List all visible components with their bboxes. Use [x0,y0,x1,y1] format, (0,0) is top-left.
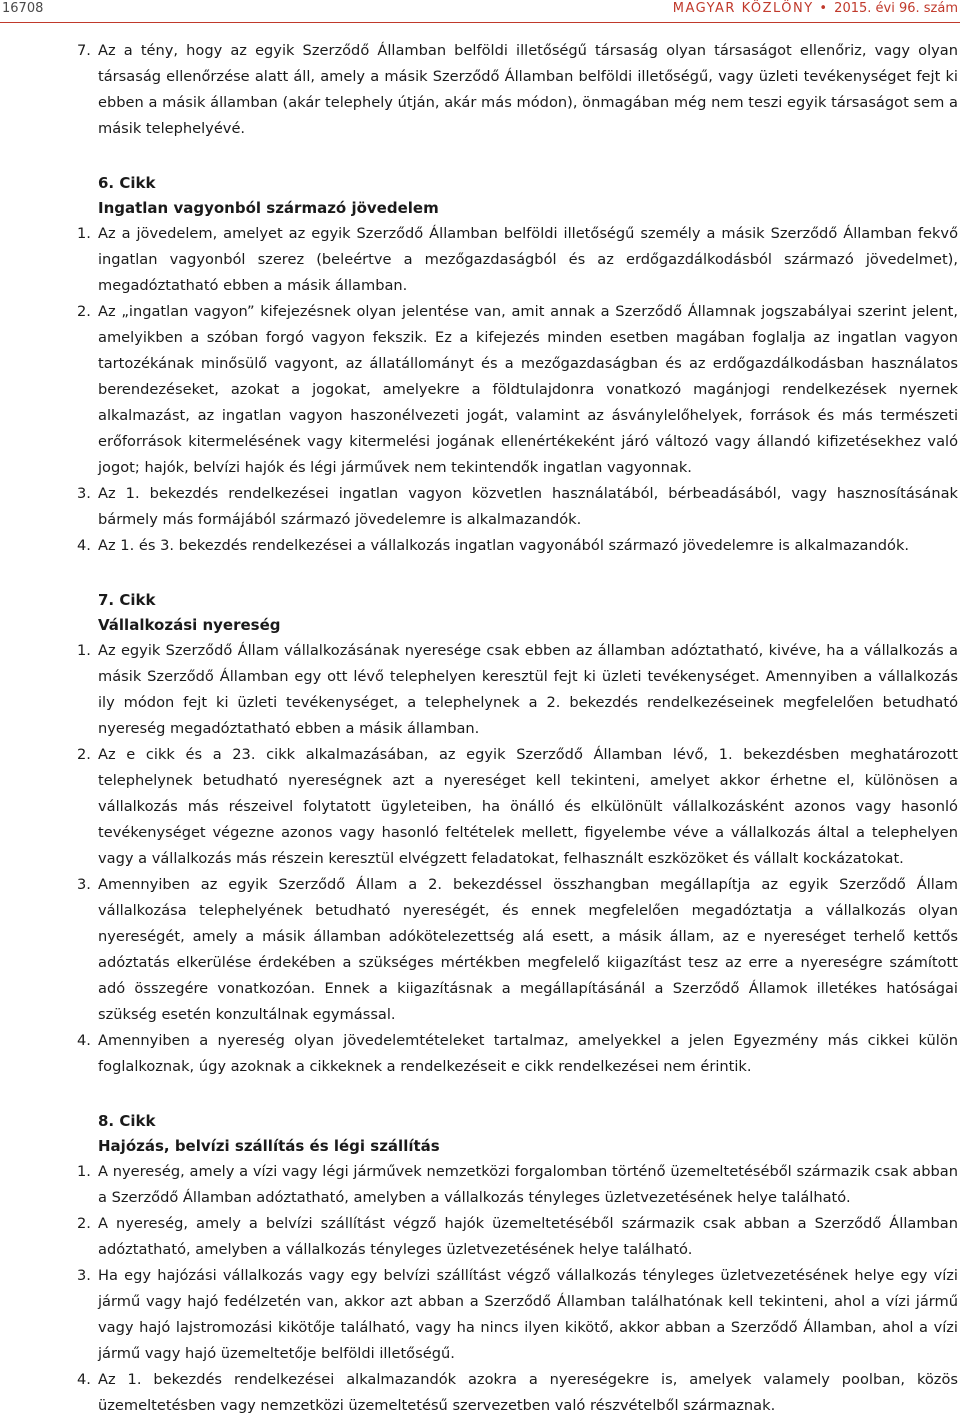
page-number: 16708 [2,1,44,16]
paragraph-number: 7. [77,42,91,59]
paragraph-text: Az „ingatlan vagyon” kifejezésnek olyan jelentése van, amit annak a Szerződő Államnak jogszabályai szerint jelent, amelyikben a szóban forgó vagyon fekszik. Ez a kifejezés minden esetben magában foglalja az ingatlan vagyon tartozékának minősülő vagyont, az állatállományt és a mezőgazdaságban és az erdőgazdálkodásban használatos berendezéseket, azokat a jogokat, amelyekre a földtulajdonra vonatkozó magánjogi rendelkezések nyernek alkalmazást, az ingatlan vagyon haszonélvezeti jogát, valamint az ásványlelőhelyek, források és más természeti erőforrások kitermelésének vagy kitermelési jogának ellenértékeként járó változó vagy állandó kifizetésekhez való jogot; hajók, belvízi hajók és légi járművek nem tekintendők ingatlan vagyonnak. [98,303,958,476]
article-title: Ingatlan vagyonból származó jövedelem [98,199,439,217]
paragraph-text: Az a tény, hogy az egyik Szerződő Államban belföldi illetőségű társaság olyan társaságot ellenőriz, vagy olyan társaság ellenőrzése alatt áll, amely a másik Szerződő Államban belföldi illetőségű, vagy üzleti tevékenységet fejt ki ebben a másik államban (akár telephely útján, akár más módon), önmagában még nem teszi egyik társaságot sem a másik telephelyévé. [98,42,958,137]
header-separator: • [819,1,829,16]
article-number: 8. Cikk [98,1112,156,1130]
article-8-heading [0,1109,960,1159]
paragraph-number: 4. [77,537,91,554]
paragraph-text: Az 1. és 3. bekezdés rendelkezései a vállalkozás ingatlan vagyonából származó jövedelemre is alkalmazandók. [98,537,910,554]
paragraph-text: A nyereség, amely a vízi vagy légi járművek nemzetközi forgalomban történő üzemeltetéséből származik csak abban a Szerződő Államban adóztatható, amelyben a vállalkozás tényleges üzletvezetésének helye található. [98,1163,958,1206]
article-title: Hajózás, belvízi szállítás és légi szállítás [98,1137,440,1155]
paragraph [0,38,960,142]
paragraph-number: 2. [77,303,91,320]
paragraph [0,742,960,872]
paragraph-text: Az e cikk és a 23. cikk alkalmazásában, az egyik Szerződő Államban lévő, 1. bekezdésben meghatározott telephelynek betudható nyereségnek azt a nyereséget kell tekinteni, amelyet akkor érhetne el, különösen a vállalkozás más részeivel folytatott ügyleteiben, ha önálló és elkülönült vállalkozásként azonos vagy hasonló tevékenységet végezne azonos vagy hasonló feltételek mellett, figyelembe véve a vállalkozás által a telephelyen vagy a vállalkozás más részein keresztül elvégzett feladatokat, felhasznált eszközöket és vállalt kockázatokat. [98,746,958,867]
paragraph [0,872,960,1028]
paragraph-number: 4. [77,1032,91,1049]
paragraph [0,1159,960,1211]
header-rule [0,22,960,23]
article-title: Vállalkozási nyereség [98,616,281,634]
paragraph-text: Az 1. bekezdés rendelkezései ingatlan vagyon közvetlen használatából, bérbeadásából, vagy hasznosításának bármely más formájából származó jövedelemre is alkalmazandók. [98,485,958,528]
paragraph [0,481,960,533]
paragraph-number: 2. [77,746,91,763]
paragraph-number: 1. [77,225,91,242]
paragraph-number: 3. [77,876,91,893]
paragraph [0,1028,960,1080]
issue-label: 2015. évi 96. szám [834,1,958,16]
paragraph-number: 1. [77,1163,91,1180]
paragraph-number: 4. [77,1371,91,1388]
article-6-heading [0,171,960,221]
paragraph [0,533,960,559]
article-number: 7. Cikk [98,591,156,609]
paragraph-text: Amennyiben a nyereség olyan jövedelemtételeket tartalmaz, amelyekkel a jelen Egyezmény más cikkei külön foglalkoznak, úgy azoknak a cikkeknek a rendelkezéseit e cikk rendelkezései nem érintik. [98,1032,958,1075]
paragraph-text: Az a jövedelem, amelyet az egyik Szerződő Államban belföldi illetőségű személy a másik Szerződő Államban fekvő ingatlan vagyonból szerez (beleértve a mezőgazdaságból és az erdőgazdálkodásból származó jövedelmet), megadóztatható ebben a másik államban. [98,225,958,294]
page-header [0,0,960,22]
paragraph [0,1367,960,1419]
paragraph-number: 3. [77,1267,91,1284]
paragraph-number: 3. [77,485,91,502]
article-7-heading [0,588,960,638]
paragraph-text: Az egyik Szerződő Állam vállalkozásának nyeresége csak ebben az államban adóztatható, kivéve, ha a vállalkozás a másik Szerződő Államban egy ott lévő telephelyen keresztül fejt ki üzleti tevékenységet. Amennyiben a vállalkozás ily módon fejt ki üzleti tevékenységet, a telephelynek a 2. bekezdés rendelkezéseinek megfelelően betudható nyereség megadóztatható ebben a másik államban. [98,642,958,737]
article-number: 6. Cikk [98,174,156,192]
paragraph-text: A nyereség, amely a belvízi szállítást végző hajók üzemeltetéséből származik csak abban a Szerződő Államban adóztatható, amelyben a vállalkozás tényleges üzletvezetésének helye található. [98,1215,958,1258]
paragraph-text: Az 1. bekezdés rendelkezései alkalmazandók azokra a nyereségekre is, amelyek valamely poolban, közös üzemeltetésben vagy nemzetközi üzemeltetésű szervezetben való részvételből származnak. [98,1371,958,1414]
journal-name: MAGYAR KÖZLÖNY [672,1,814,16]
paragraph [0,638,960,742]
paragraph [0,1211,960,1263]
document-body [0,38,960,1419]
paragraph [0,221,960,299]
journal-title [673,1,958,16]
paragraph [0,299,960,481]
paragraph-text: Ha egy hajózási vállalkozás vagy egy belvízi szállítást végző vállalkozás tényleges üzletvezetésének helye egy vízi jármű vagy hajó fedélzetén van, akkor azt abban a Szerződő Államban találhatónak kell tekinteni, ahol a vízi jármű vagy hajó lajstromozási kikötője található, vagy ha nincs ilyen kikötő, akkor abban a Szerződő Államban, ahol a vízi jármű vagy hajó üzemeltetője belföldi illetőségű. [98,1267,958,1362]
paragraph-number: 1. [77,642,91,659]
paragraph-text: Amennyiben az egyik Szerződő Állam a 2. bekezdéssel összhangban megállapítja az egyik Szerződő Állam vállalkozása telephelyének betudható nyereségét, és ennek megfelelően megadóztatja a vállalkozás olyan nyereségét, amely a másik államban adókötelezettség alá esett, a másik állam, az e nyereséget terhelő kettős adóztatás elkerülése érdekében a szükséges mértékben megfelelő kiigazítást tesz az erre a nyereségre számított adó összegére vonatkozóan. Ennek a kiigazításnak a megállapításánál a Szerződő Államok illetékes hatóságai szükség esetén konzultálnak egymással. [98,876,958,1023]
paragraph-number: 2. [77,1215,91,1232]
paragraph [0,1263,960,1367]
